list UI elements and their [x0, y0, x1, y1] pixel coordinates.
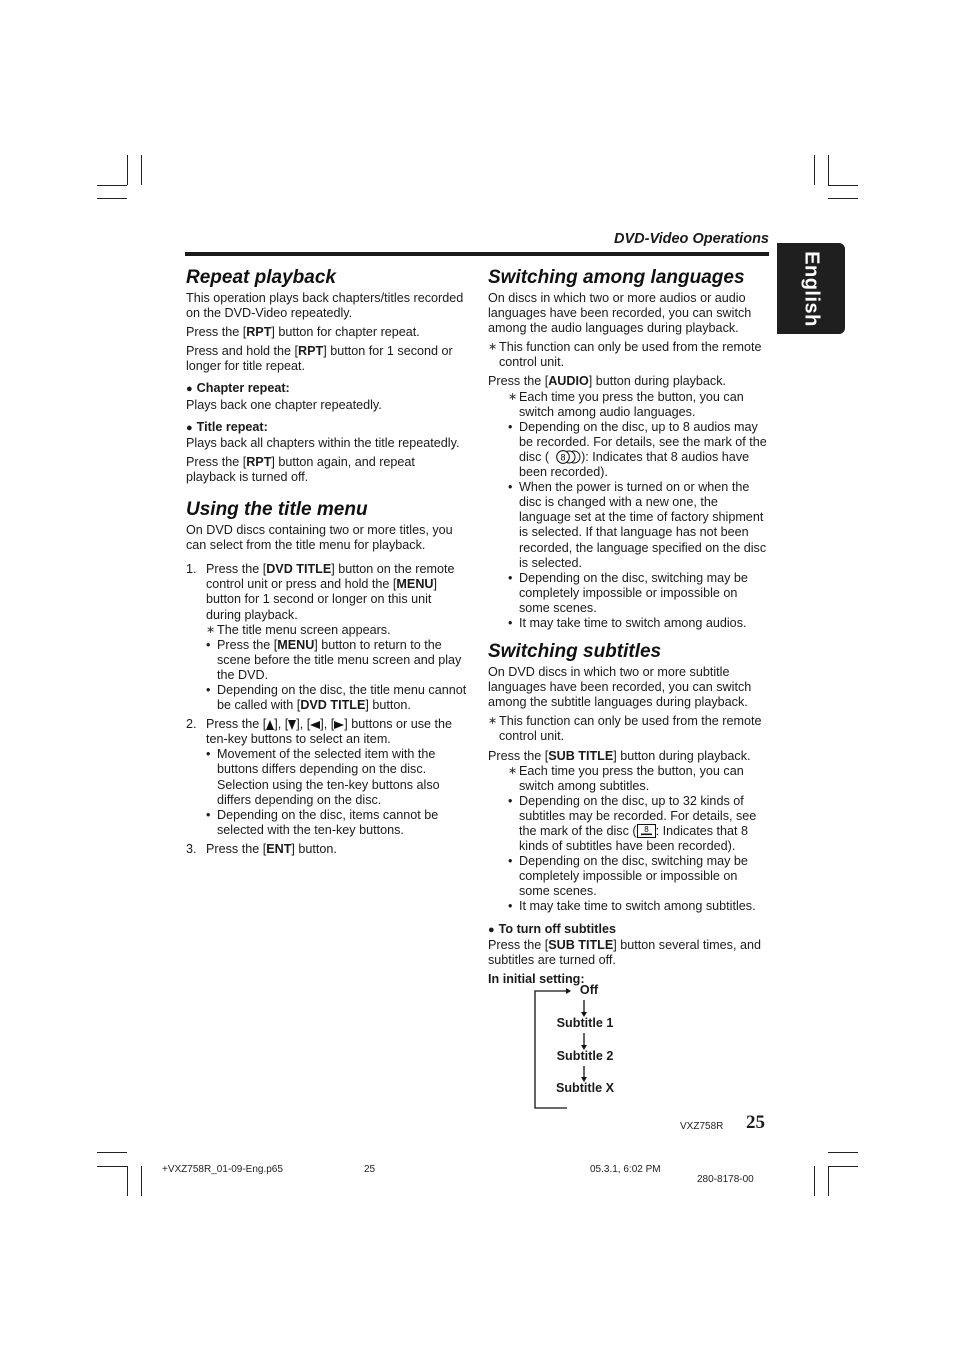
audio-bullet: • Depending on the disc, up to 8 audios may be recorded. For details, see the mark of the disc ( 8 ): Indicates that 8 audios have been recorded).	[488, 420, 770, 480]
crop-mark	[828, 155, 829, 185]
repeat-title-instruction: Press and hold the [RPT] button for 1 second or longer for title repeat.	[186, 344, 453, 374]
step-2: 2. Press the [ ], [ ], [ ], [ ] buttons or use the ten-key buttons to select an item. • Movement of the selected item with the buttons differs depending on the disc. Selection using the ten-key buttons also differs depending on the disc. • Depending on the disc, items cannot be selected with the ten-key buttons.	[186, 717, 468, 838]
right-arrow-icon	[334, 721, 344, 729]
audio-disc-mark-icon	[549, 450, 581, 464]
repeat-chapter-instruction: Press the [RPT] button for chapter repeat.	[186, 325, 420, 340]
crop-mark	[828, 198, 858, 199]
crop-mark	[828, 1166, 829, 1196]
languages-heading: Switching among languages	[488, 267, 745, 288]
crop-mark	[127, 1166, 128, 1196]
rpt-key: RPT	[246, 325, 272, 340]
subtitles-intro: On DVD discs in which two or more subtitle languages have been recorded, you can switch among the subtitle languages during playback.	[488, 665, 752, 710]
audio-disc-mark-number: 8	[560, 452, 566, 463]
subtitle-instruction: Press the [SUB TITLE] button during playback.	[488, 748, 751, 763]
crop-mark	[97, 198, 127, 199]
subtitle-disc-mark-icon	[637, 824, 656, 838]
flow-item-subtitle-2: Subtitle 2	[556, 1049, 614, 1063]
language-tab	[777, 243, 845, 334]
flow-item-subtitle-1: Subtitle 1	[556, 1016, 614, 1030]
repeat-off-instruction: Press the [RPT] button again, and repeat playback is turned off.	[186, 454, 415, 484]
title-repeat-desc: Plays back all chapters within the title repeatedly.	[186, 435, 460, 450]
subtitle-bullet: • It may take time to switch among subtitles.	[488, 899, 770, 914]
audio-bullet: • When the power is turned on or when the disc is changed with a new one, the language set at the time of factory shipment is selected. If that language has not been recorded, the language specified on the disc is selected.	[488, 480, 770, 571]
crop-mark	[97, 1166, 127, 1167]
rpt-key: RPT	[298, 344, 324, 359]
crop-mark	[814, 155, 815, 185]
languages-intro: On discs in which two or more audios or audio languages have been recorded, you can switch among the audio languages during playback.	[488, 291, 752, 336]
model-code: VXZ758R	[680, 1121, 724, 1132]
left-arrow-icon	[310, 721, 320, 729]
title-menu-heading: Using the title menu	[186, 499, 368, 521]
flow-item-subtitle-x: Subtitle X	[555, 1081, 615, 1095]
down-arrow-icon	[288, 720, 296, 730]
flow-item-off: Off	[579, 983, 599, 997]
audio-instruction: Press the [AUDIO] button during playback.	[488, 374, 727, 389]
initial-setting-label: In initial setting:	[488, 971, 585, 986]
crop-mark	[141, 155, 142, 185]
crop-mark	[97, 1152, 127, 1153]
step-1: 1. Press the [DVD TITLE] button on the remote control unit or press and hold the [MENU] button for 1 second or longer on this unit during playback. ∗ The title menu screen appears. • Press the [MENU] button to return to the scene before the title menu screen and play the DVD. • Depending on the disc, the title menu cannot be called with [DVD TITLE] button.	[186, 562, 468, 713]
title-repeat-heading: ● Title repeat:	[186, 420, 468, 436]
step-1-bullet: • Press the [MENU] button to return to the scene before the title menu screen and play the DVD.	[206, 638, 468, 683]
crop-mark	[97, 185, 127, 186]
step-2-bullet: • Depending on the disc, items cannot be selected with the ten-key buttons.	[206, 808, 468, 838]
subtitle-key: SUB TITLE	[548, 748, 614, 763]
crop-mark	[141, 1166, 142, 1196]
repeat-playback-heading: Repeat playback	[186, 267, 336, 288]
subtitle-bullet: • Depending on the disc, switching may be completely impossible or impossible on some scenes.	[488, 854, 770, 899]
crop-mark	[814, 1166, 815, 1196]
subtitle-disc-mark-number: 8	[643, 825, 649, 834]
step-1-note: ∗ The title menu screen appears.	[206, 623, 468, 638]
step-1-bullet: • Depending on the disc, the title menu cannot be called with [DVD TITLE] button.	[206, 683, 468, 713]
languages-remote-note: ∗ This function can only be used from the remote control unit.	[488, 340, 770, 370]
crop-mark	[828, 185, 858, 186]
crop-mark	[127, 155, 128, 185]
right-column	[488, 266, 770, 987]
rpt-key: RPT	[246, 454, 272, 469]
crop-mark	[828, 1166, 858, 1167]
header-rule	[185, 252, 769, 256]
subtitle-bullet: • Depending on the disc, up to 32 kinds of subtitles may be recorded. For details, see the mark of the disc ( 8 : Indicates that 8 kinds of subtitles have been recorded).	[488, 794, 770, 854]
title-menu-intro: On DVD discs containing two or more titles, you can select from the title menu for playback.	[186, 523, 453, 553]
language-tab-label: English	[800, 251, 823, 327]
audio-note: ∗ Each time you press the button, you can switch among audio languages.	[488, 390, 770, 420]
page-number: 25	[746, 1112, 765, 1133]
audio-key: AUDIO	[548, 374, 589, 389]
section-header: DVD-Video Operations	[614, 231, 769, 247]
left-column	[186, 266, 468, 861]
up-arrow-icon	[266, 720, 274, 730]
chapter-repeat-heading: ● Chapter repeat:	[186, 381, 468, 397]
print-date: 05.3.1, 6:02 PM	[590, 1164, 661, 1175]
step-3: 3. Press the [ENT] button.	[186, 841, 337, 856]
chapter-repeat-desc: Plays back one chapter repeatedly.	[186, 397, 382, 412]
subtitles-remote-note: ∗ This function can only be used from the remote control unit.	[488, 714, 770, 744]
subtitles-heading: Switching subtitles	[488, 641, 662, 663]
step-2-bullet: • Movement of the selected item with the buttons differs depending on the disc. Selection using the ten-key buttons also differs depending on the disc.	[206, 747, 468, 807]
crop-mark	[828, 1152, 858, 1153]
turn-off-subtitles-heading: ● To turn off subtitles	[488, 922, 770, 938]
subtitle-note: ∗ Each time you press the button, you can switch among subtitles.	[488, 764, 770, 794]
turn-off-instruction: Press the [SUB TITLE] button several times, and subtitles are turned off.	[488, 937, 761, 967]
audio-bullet: • Depending on the disc, switching may be completely impossible or impossible on some scenes.	[488, 571, 770, 616]
file-name: +VXZ758R_01-09-Eng.p65	[162, 1164, 283, 1175]
subtitle-key: SUB TITLE	[548, 937, 614, 952]
audio-bullet: • It may take time to switch among audios.	[488, 616, 770, 631]
part-number: 280-8178-00	[697, 1174, 754, 1185]
file-page: 25	[364, 1164, 376, 1175]
subtitle-cycle-diagram	[530, 980, 640, 1115]
repeat-intro: This operation plays back chapters/titles recorded on the DVD-Video repeatedly.	[186, 291, 464, 321]
